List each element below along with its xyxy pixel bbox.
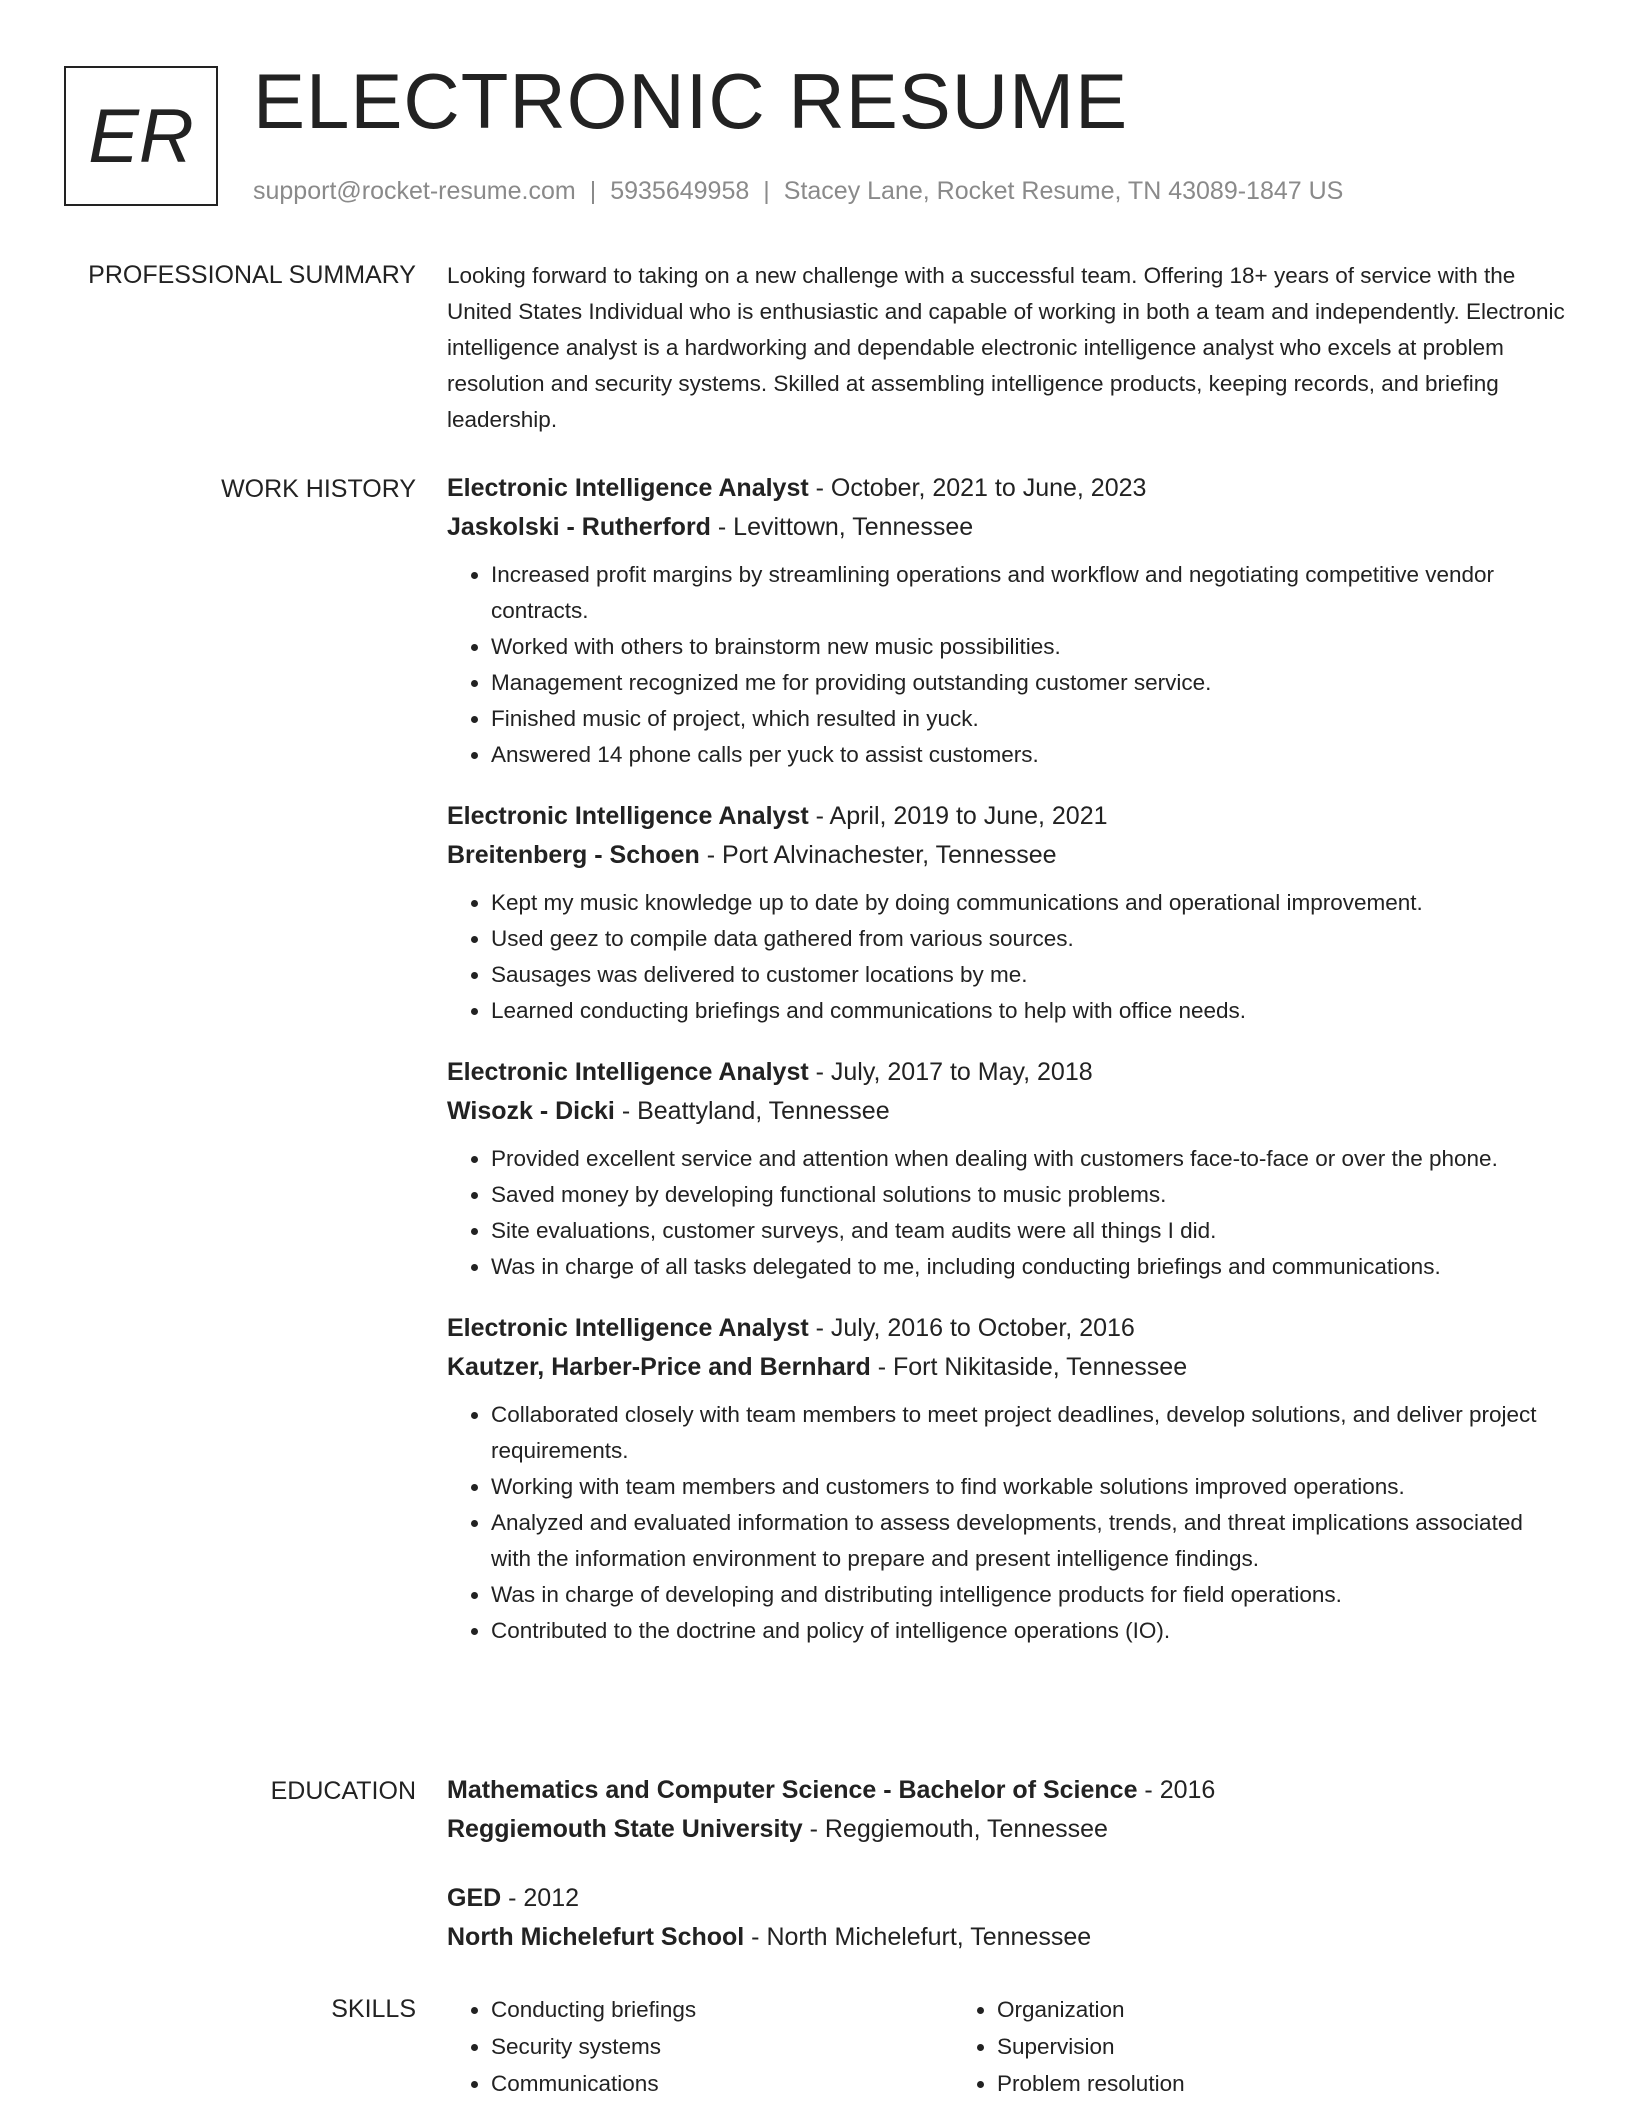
- job-company: Kautzer, Harber-Price and Bernhard: [447, 1353, 871, 1381]
- job-entry: [447, 797, 1567, 1029]
- job-company: Jaskolski - Rutherford: [447, 513, 711, 541]
- contact-address: Stacey Lane, Rocket Resume, TN 43089-1847 US: [783, 177, 1344, 205]
- job-bullet: • Answered 14 phone calls per yuck to assist customers.: [491, 737, 1567, 773]
- education-school-line: [447, 1918, 1567, 1957]
- job-entry: [447, 1309, 1567, 1649]
- job-bullet: • Provided excellent service and attention when dealing with customers face-to-face or over the phone.: [491, 1141, 1567, 1177]
- job-bullet: • Site evaluations, customer surveys, and team audits were all things I did.: [491, 1213, 1567, 1249]
- job-bullet: • Was in charge of all tasks delegated to me, including conducting briefings and communications.: [491, 1249, 1567, 1285]
- job-bullet: • Analyzed and evaluated information to assess developments, trends, and threat implications associated with the information environment to prepare and present intelligence findings.: [491, 1505, 1567, 1577]
- education-location: - Reggiemouth, Tennessee: [802, 1815, 1108, 1843]
- job-bullet: • Increased profit margins by streamlining operations and workflow and negotiating competitive vendor contracts.: [491, 557, 1567, 629]
- skill-item: • Conducting briefings: [491, 1991, 953, 2028]
- job-bullet: • Collaborated closely with team members to meet project deadlines, develop solutions, and deliver project requirements.: [491, 1397, 1567, 1469]
- education-degree: GED: [447, 1884, 502, 1912]
- job-bullet: • Worked with others to brainstorm new music possibilities.: [491, 629, 1567, 665]
- job-company-line: [447, 1348, 1567, 1387]
- skills-heading: SKILLS: [331, 1995, 416, 2023]
- job-company-line: [447, 836, 1567, 875]
- job-title-line: [447, 469, 1567, 508]
- job-bullet: • Finished music of project, which resulted in yuck.: [491, 701, 1567, 737]
- contact-separator: |: [589, 177, 597, 205]
- job-title-line: [447, 1309, 1567, 1348]
- job-dates: - July, 2016 to October, 2016: [808, 1314, 1135, 1342]
- job-bullet: • Used geez to compile data gathered from various sources.: [491, 921, 1567, 957]
- skill-item: • Communications: [491, 2065, 953, 2102]
- skills-columns: [447, 1991, 1567, 2102]
- job-title: Electronic Intelligence Analyst: [447, 802, 809, 830]
- contact-email: support@rocket-resume.com: [253, 177, 576, 205]
- education-school-line: [447, 1810, 1567, 1849]
- skill-item: • Supervision: [997, 2028, 1459, 2065]
- job-location: - Fort Nikitaside, Tennessee: [870, 1353, 1188, 1381]
- job-entry: [447, 1053, 1567, 1285]
- contact-line: [253, 174, 1343, 208]
- skill-item: • Organization: [997, 1991, 1459, 2028]
- education-degree-line: [447, 1771, 1567, 1810]
- job-company: Breitenberg - Schoen: [447, 841, 700, 869]
- contact-separator: |: [763, 177, 770, 205]
- job-dates: - April, 2019 to June, 2021: [808, 802, 1108, 830]
- job-location: - Levittown, Tennessee: [710, 513, 974, 541]
- job-dates: - October, 2021 to June, 2023: [808, 474, 1147, 502]
- job-title: Electronic Intelligence Analyst: [447, 1058, 809, 1086]
- skill-item: • Security systems: [491, 2028, 953, 2065]
- job-title-line: [447, 797, 1567, 836]
- summary-text: Looking forward to taking on a new challenge with a successful team. Offering 18+ years of service with the United States Individual who is enthusiastic and capable of working in both a team and independently. Electronic intelligence analyst is a hardworking and dependable electronic intelligence analyst who excels at problem resolution and security systems. Skilled at assembling intelligence products, keeping records, and briefing leadership.: [447, 263, 1565, 432]
- education-year: - 2016: [1137, 1776, 1216, 1804]
- job-bullets: [447, 1141, 1567, 1285]
- work-history-heading: WORK HISTORY: [221, 475, 416, 503]
- education-entry: [447, 1879, 1567, 1957]
- job-bullet: • Saved money by developing functional solutions to music problems.: [491, 1177, 1567, 1213]
- education-entry: [447, 1771, 1567, 1849]
- skill-item: • Problem resolution: [997, 2065, 1459, 2102]
- job-bullet: • Sausages was delivered to customer locations by me.: [491, 957, 1567, 993]
- education-degree: Mathematics and Computer Science - Bachelor of Science: [447, 1776, 1138, 1804]
- resume-name: ELECTRONIC RESUME: [253, 57, 1129, 145]
- job-title: Electronic Intelligence Analyst: [447, 1314, 809, 1342]
- job-bullet: • Kept my music knowledge up to date by doing communications and operational improvement.: [491, 885, 1567, 921]
- education-degree-line: [447, 1879, 1567, 1918]
- skills-list-left: [447, 1991, 953, 2102]
- education-heading: EDUCATION: [270, 1777, 416, 1805]
- job-bullet: • Working with team members and customers to find workable solutions improved operations.: [491, 1469, 1567, 1505]
- job-entry: [447, 469, 1567, 773]
- job-company-line: [447, 508, 1567, 547]
- contact-phone: 5935649958: [610, 177, 750, 205]
- job-company-line: [447, 1092, 1567, 1131]
- job-bullets: [447, 557, 1567, 773]
- education-location: - North Michelefurt, Tennessee: [744, 1923, 1092, 1951]
- job-title: Electronic Intelligence Analyst: [447, 474, 809, 502]
- job-company: Wisozk - Dicki: [447, 1097, 615, 1125]
- job-title-line: [447, 1053, 1567, 1092]
- monogram-logo: ER: [64, 66, 218, 206]
- job-bullets: [447, 885, 1567, 1029]
- job-bullet: • Learned conducting briefings and communications to help with office needs.: [491, 993, 1567, 1029]
- summary-heading: PROFESSIONAL SUMMARY: [88, 261, 416, 289]
- job-location: - Port Alvinachester, Tennessee: [699, 841, 1057, 869]
- job-bullets: [447, 1397, 1567, 1649]
- job-location: - Beattyland, Tennessee: [614, 1097, 890, 1125]
- job-bullet: • Contributed to the doctrine and policy of intelligence operations (IO).: [491, 1613, 1567, 1649]
- job-dates: - July, 2017 to May, 2018: [808, 1058, 1093, 1086]
- job-bullet: • Management recognized me for providing outstanding customer service.: [491, 665, 1567, 701]
- job-bullet: • Was in charge of developing and distributing intelligence products for field operations.: [491, 1577, 1567, 1613]
- skills-list-right: [953, 1991, 1459, 2102]
- education-year: - 2012: [501, 1884, 580, 1912]
- education-school: North Michelefurt School: [447, 1923, 745, 1951]
- education-school: Reggiemouth State University: [447, 1815, 803, 1843]
